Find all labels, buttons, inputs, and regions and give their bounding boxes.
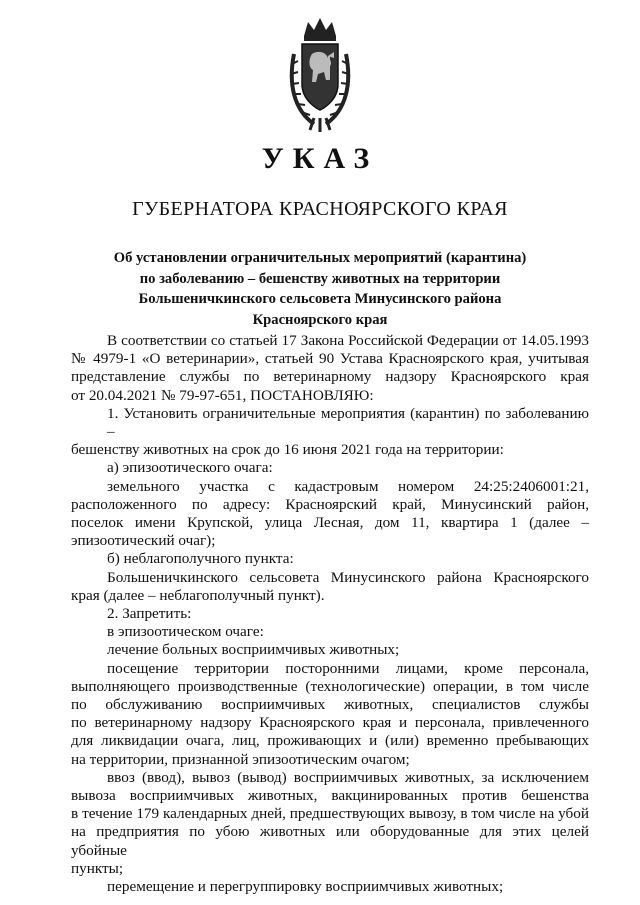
body-line: В соответствии со статьей 17 Закона Российской Федерации от 14.05.1993	[107, 332, 589, 349]
body-line: земельного участка с кадастровым номером 24:25:2406001:21,	[107, 477, 589, 495]
body-line: по обслуживанию восприимчивых животных, специалистов службы	[71, 696, 589, 714]
body-line: ввоз (ввод), вывоз (вывод) восприимчивых животных, за исключением	[107, 768, 589, 786]
body-line: представление службы по ветеринарному надзору Красноярского края	[71, 368, 589, 386]
heading-line: Красноярского края	[252, 311, 388, 328]
body-line: от 20.04.2021 № 79-97-651, ПОСТАНОВЛЯЮ:	[71, 386, 374, 404]
body-line: выполняющего производственные (технологические) операции, в том числе	[71, 677, 589, 695]
body-line: на предприятия по убою животных или оборудованные для этих целей убойные	[71, 823, 589, 859]
body-line: пункты;	[71, 859, 124, 877]
body-line: на территории, признанной эпизоотическим очагом;	[71, 750, 410, 768]
body-line: 2. Запретить:	[107, 605, 192, 623]
coat-of-arms-icon	[284, 14, 356, 134]
decree-body	[71, 332, 589, 896]
body-line: Большеничкинского сельсовета Минусинского района Красноярского	[107, 568, 589, 586]
body-line: б) неблагополучного пункта:	[107, 550, 294, 568]
body-line: а) эпизоотического очага:	[107, 459, 273, 477]
document-subtitle: ГУБЕРНАТОРА КРАСНОЯРСКОГО КРАЯ	[132, 198, 508, 220]
body-line: посещение территории посторонними лицами, кроме персонала,	[107, 659, 589, 677]
body-line: поселок имени Крупской, улица Лесная, дом 11, квартира 1 (далее –	[71, 514, 589, 532]
body-line: эпизоотический очаг);	[71, 532, 216, 550]
body-line: лечение больных восприимчивых животных;	[107, 641, 400, 659]
decree-heading	[80, 248, 560, 330]
body-line: края (далее – неблагополучный пункт).	[71, 586, 325, 604]
body-line: 1. Установить ограничительные мероприятия (карантин) по заболеванию –	[107, 404, 589, 441]
heading-line: Большеничкинского сельсовета Минусинского района	[138, 291, 502, 307]
body-line: для ликвидации очага, лиц, проживающих и (или) временно пребывающих	[71, 732, 589, 750]
body-line: бешенству животных на срок до 16 июня 2021 года на территории:	[71, 441, 504, 459]
body-line: № 4979-1 «О ветеринарии», статьей 90 Устава Красноярского края, учитывая	[71, 350, 589, 368]
body-line: расположенного по адресу: Красноярский край, Минусинский район,	[71, 495, 589, 513]
document-title: УКАЗ	[261, 142, 379, 175]
body-line: в течение 179 календарных дней, предшествующих вывозу, в том числе на убой	[71, 805, 589, 823]
body-line: по ветеринарному надзору Красноярского края и персонала, привлеченного	[71, 714, 589, 732]
body-line: вывоза восприимчивых животных, вакцинированных против бешенства	[71, 787, 589, 805]
heading-line: по заболеванию – бешенству животных на территории	[139, 270, 501, 287]
heading-line: Об установлении ограничительных мероприятий (карантина)	[113, 250, 527, 266]
body-line: перемещение и перегруппировку восприимчивых животных;	[107, 878, 504, 896]
body-line: в эпизоотическом очаге:	[107, 623, 264, 641]
